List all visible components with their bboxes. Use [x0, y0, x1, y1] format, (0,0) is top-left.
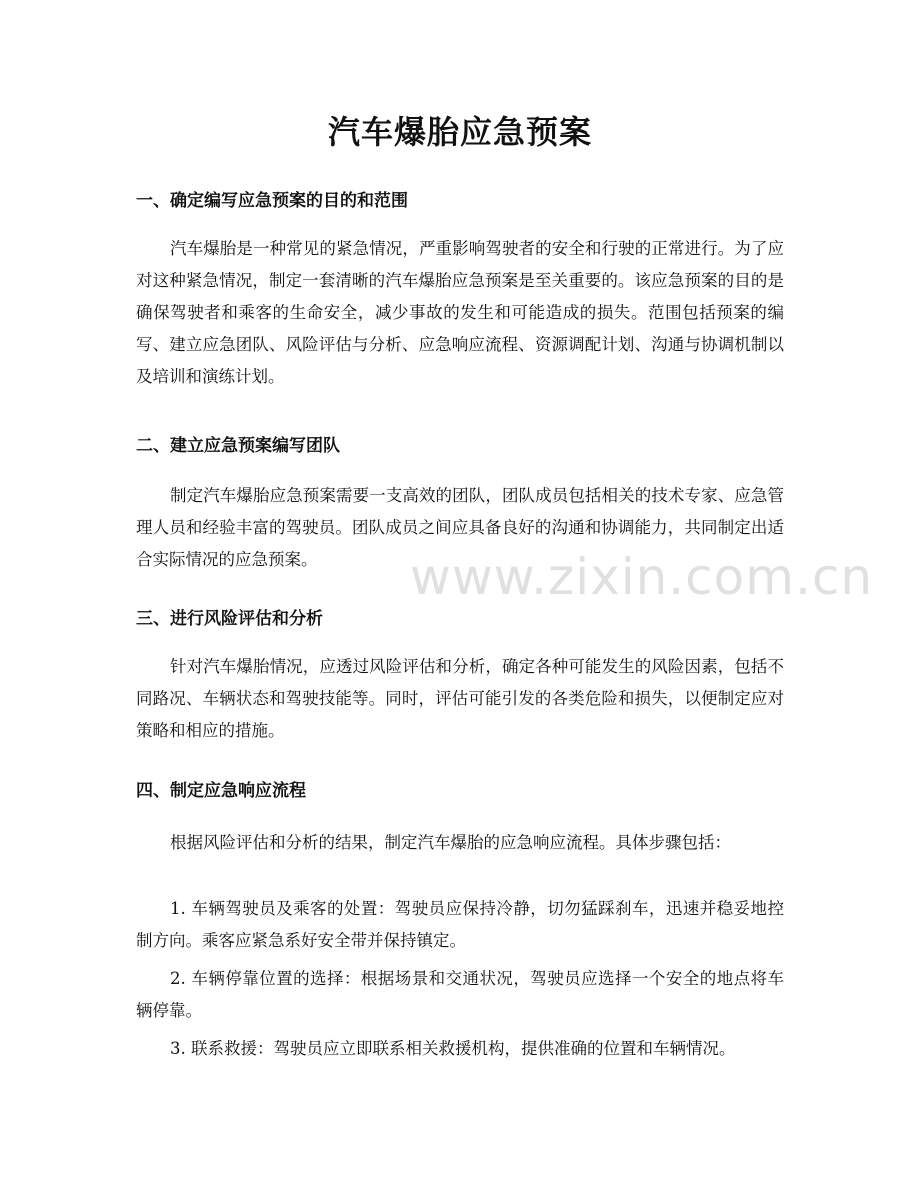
- step-2-paragraph: 2. 车辆停靠位置的选择：根据场景和交通状况，驾驶员应选择一个安全的地点将车辆停靠。: [136, 969, 784, 1020]
- section-3-paragraph: 针对汽车爆胎情况，应透过风险评估和分析，确定各种可能发生的风险因素，包括不同路况、车辆状态和驾驶技能等。同时，评估可能引发的各类危险和损失，以便制定应对策略和相应的措施。: [136, 657, 784, 740]
- section-heading-2: 二、建立应急预案编写团队: [136, 436, 340, 456]
- step-1-paragraph: 1. 车辆驾驶员及乘客的处置：驾驶员应保持冷静，切勿猛踩刹车，迅速并稳妥地控制方向。乘客应紧急系好安全带并保持镇定。: [136, 899, 784, 950]
- step-3-paragraph: 3. 联系救援：驾驶员应立即联系相关救援机构，提供准确的位置和车辆情况。: [170, 1039, 736, 1058]
- section-heading-1: 一、确定编写应急预案的目的和范围: [136, 191, 408, 211]
- section-heading-4: 四、制定应急响应流程: [136, 781, 306, 801]
- section-2-paragraph: 制定汽车爆胎应急预案需要一支高效的团队，团队成员包括相关的技术专家、应急管理人员和经验丰富的驾驶员。团队成员之间应具备良好的沟通和协调能力，共同制定出适合实际情况的应急预案。: [136, 486, 784, 569]
- document-title: 汽车爆胎应急预案: [327, 113, 592, 151]
- section-heading-3: 三、进行风险评估和分析: [136, 609, 323, 629]
- watermark-text: www.zixin.com.cn: [410, 548, 874, 606]
- section-4-intro-paragraph: 根据风险评估和分析的结果，制定汽车爆胎的应急响应流程。具体步骤包括：: [170, 833, 731, 852]
- section-1-paragraph: 汽车爆胎是一种常见的紧急情况，严重影响驾驶者的安全和行驶的正常进行。为了应对这种紧急情况，制定一套清晰的汽车爆胎应急预案是至关重要的。该应急预案的目的是确保驾驶者和乘客的生命安全，减少事故的发生和可能造成的损失。范围包括预案的编写、建立应急团队、风险评估与分析、应急响应流程、资源调配计划、沟通与协调机制以及培训和演练计划。: [136, 239, 784, 386]
